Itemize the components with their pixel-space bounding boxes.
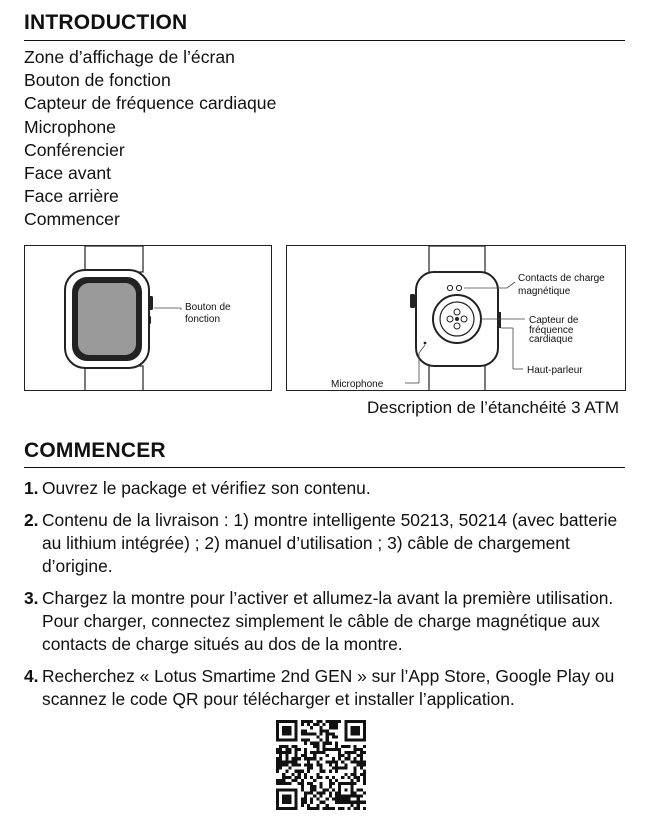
intro-item-microphone: Microphone	[24, 116, 116, 137]
water-resistance-description: Description de l’étanchéité 3 ATM	[367, 398, 619, 417]
crown-button	[148, 296, 153, 310]
step-item	[24, 509, 624, 578]
front-strap-bottom	[85, 366, 143, 391]
speaker-grille	[498, 312, 501, 328]
step-number: 1.	[24, 478, 39, 498]
commencer-rule	[24, 467, 625, 468]
back-crown	[410, 294, 415, 308]
label-sensor-1: Capteur de	[529, 315, 579, 326]
back-strap-top	[429, 246, 485, 274]
microphone-hole	[424, 342, 427, 345]
commencer-heading: COMMENCER	[24, 439, 166, 462]
label-sensor-3: cardiaque	[529, 334, 573, 345]
label-speaker: Haut-parleur	[527, 365, 583, 376]
step-number: 4.	[24, 666, 39, 686]
intro-item-back: Face arrière	[24, 186, 119, 207]
front-view-figure	[24, 245, 272, 391]
intro-item-screen: Zone d’affichage de l’écran	[24, 47, 235, 67]
step-number: 2.	[24, 510, 39, 530]
intro-item-start: Commencer	[24, 209, 120, 230]
getting-started-steps	[24, 477, 624, 720]
introduction-rule	[24, 40, 625, 41]
back-strap-bottom	[429, 364, 485, 391]
step-item	[24, 587, 624, 656]
step-number: 3.	[24, 588, 39, 608]
step-text: Recherchez « Lotus Smartime 2nd GEN » sur l’App Store, Google Play ou scannez le code QR pour télécharger et installer l’application.	[42, 666, 615, 709]
label-function-button-2: fonction	[185, 314, 221, 325]
intro-item-front: Face avant	[24, 162, 112, 183]
label-sensor-2: fréquence	[529, 325, 574, 336]
label-contacts-2: magnétique	[518, 286, 571, 297]
step-item	[24, 665, 624, 711]
step-text: Chargez la montre pour l’activer et allumez-la avant la première utilisation. Pour charger, connectez simplement le câble de charge magnétique aux contacts de charge situés au dos de la montre.	[42, 588, 614, 654]
label-function-button-1: Bouton de	[185, 302, 231, 313]
step-text: Contenu de la livraison : 1) montre intelligente 50213, 50214 (avec batterie au lithium intégrée) ; 2) manuel d’utilisation ; 3) câble de chargement d’origine.	[42, 510, 618, 576]
intro-item-function-button: Bouton de fonction	[24, 70, 171, 91]
intro-item-speaker: Conférencier	[24, 139, 125, 160]
side-button	[148, 316, 151, 324]
introduction-list	[24, 46, 276, 232]
front-strap-top	[85, 246, 143, 272]
label-microphone: Microphone	[331, 379, 384, 390]
screen-display-area	[78, 283, 136, 355]
step-item	[24, 477, 624, 500]
back-view-figure	[286, 245, 626, 391]
step-text: Ouvrez le package et vérifiez son contenu.	[42, 478, 371, 498]
label-contacts-1: Contacts de charge	[518, 273, 605, 284]
introduction-heading: INTRODUCTION	[24, 11, 188, 34]
app-download-qr-code	[276, 720, 366, 810]
intro-item-heart-rate-sensor: Capteur de fréquence cardiaque	[24, 93, 277, 114]
